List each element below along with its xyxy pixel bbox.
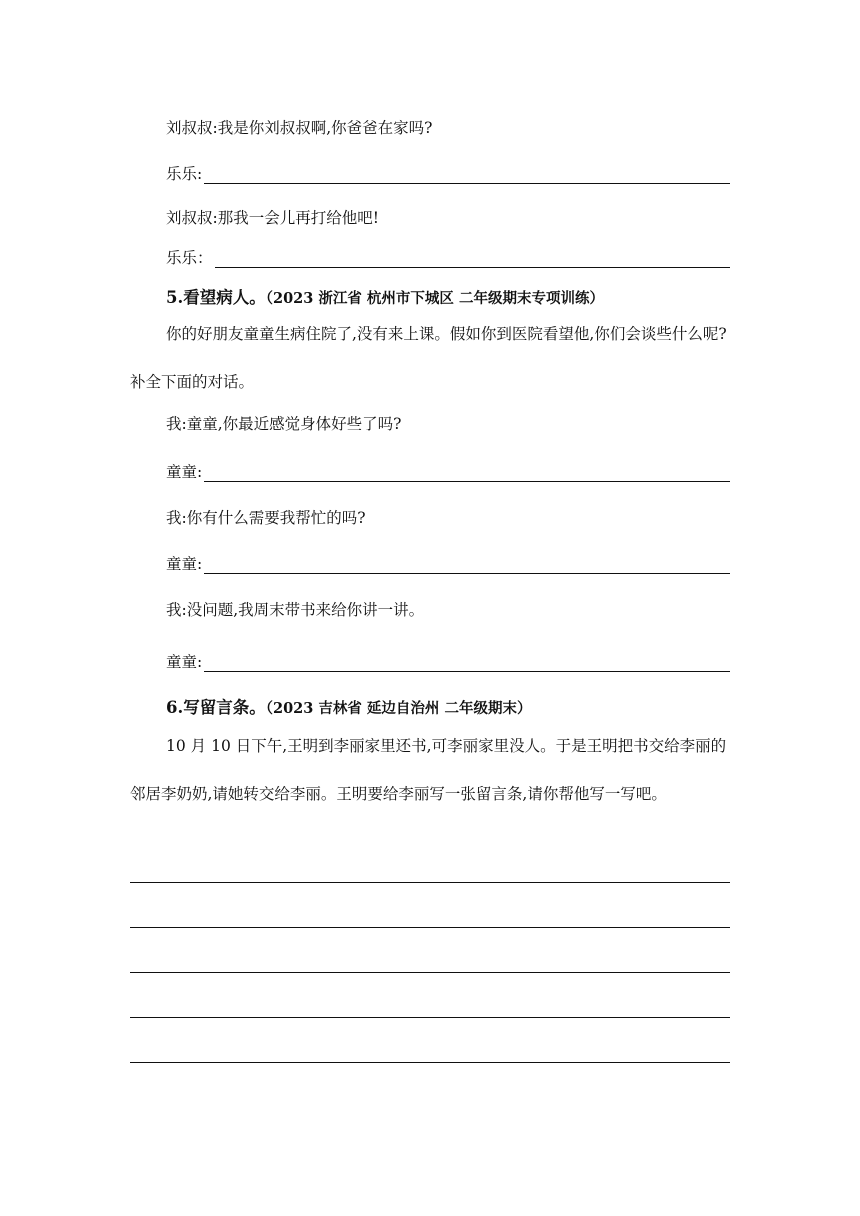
answer-label: 乐乐：	[166, 249, 213, 267]
answer-line-tongtong-1[interactable]	[166, 462, 730, 482]
question-6-source: （2023 吉林省 延边自治州 二年级期末）	[265, 700, 532, 717]
writing-line[interactable]	[130, 927, 730, 928]
question-6-title: 6.写留言条。	[166, 698, 266, 717]
writing-line[interactable]	[130, 1017, 730, 1018]
question-5-title: 5.看望病人。	[166, 288, 266, 307]
answer-line-tongtong-3[interactable]	[166, 652, 730, 672]
answer-line-lele-2[interactable]	[166, 248, 730, 268]
dialogue-line-me-2: 我:你有什么需要我帮忙的吗?	[166, 509, 366, 527]
question-6-prompt: 10 月 10 日下午,王明到李丽家里还书,可李丽家里没人。于是王明把书交给李丽的邻居李奶奶,请她转交给李丽。王明要给李丽写一张留言条,请你帮他写一写吧。	[130, 737, 727, 803]
dialogue-line-uncle-1: 刘叔叔:我是你刘叔叔啊,你爸爸在家吗?	[166, 119, 433, 137]
question-5-source: （2023 浙江省 杭州市下城区 二年级期末专项训练）	[265, 290, 604, 307]
question-6-heading	[166, 698, 730, 719]
answer-blank[interactable]	[204, 465, 730, 482]
answer-blank[interactable]	[204, 557, 730, 574]
question-5-intro: 你的好朋友童童生病住院了,没有来上课。假如你到医院看望他,你们会谈些什么呢?补全下面的对话。	[130, 325, 727, 391]
answer-label: 童童:	[166, 653, 203, 671]
dialogue-line-me-3: 我:没问题,我周末带书来给你讲一讲。	[166, 601, 425, 619]
answer-label: 童童:	[166, 463, 203, 481]
answer-line-lele-1[interactable]	[166, 164, 730, 184]
dialogue-line-me-1: 我:童童,你最近感觉身体好些了吗?	[166, 415, 402, 433]
writing-line[interactable]	[130, 972, 730, 973]
writing-line[interactable]	[130, 1062, 730, 1063]
dialogue-line-uncle-2: 刘叔叔:那我一会儿再打给他吧!	[166, 209, 379, 227]
answer-blank[interactable]	[204, 655, 730, 672]
answer-label: 童童:	[166, 555, 203, 573]
answer-line-tongtong-2[interactable]	[166, 554, 730, 574]
answer-blank[interactable]	[215, 251, 730, 268]
answer-label: 乐乐:	[166, 165, 203, 183]
question-5-heading	[166, 288, 730, 309]
answer-blank[interactable]	[204, 167, 730, 184]
writing-line[interactable]	[130, 882, 730, 883]
